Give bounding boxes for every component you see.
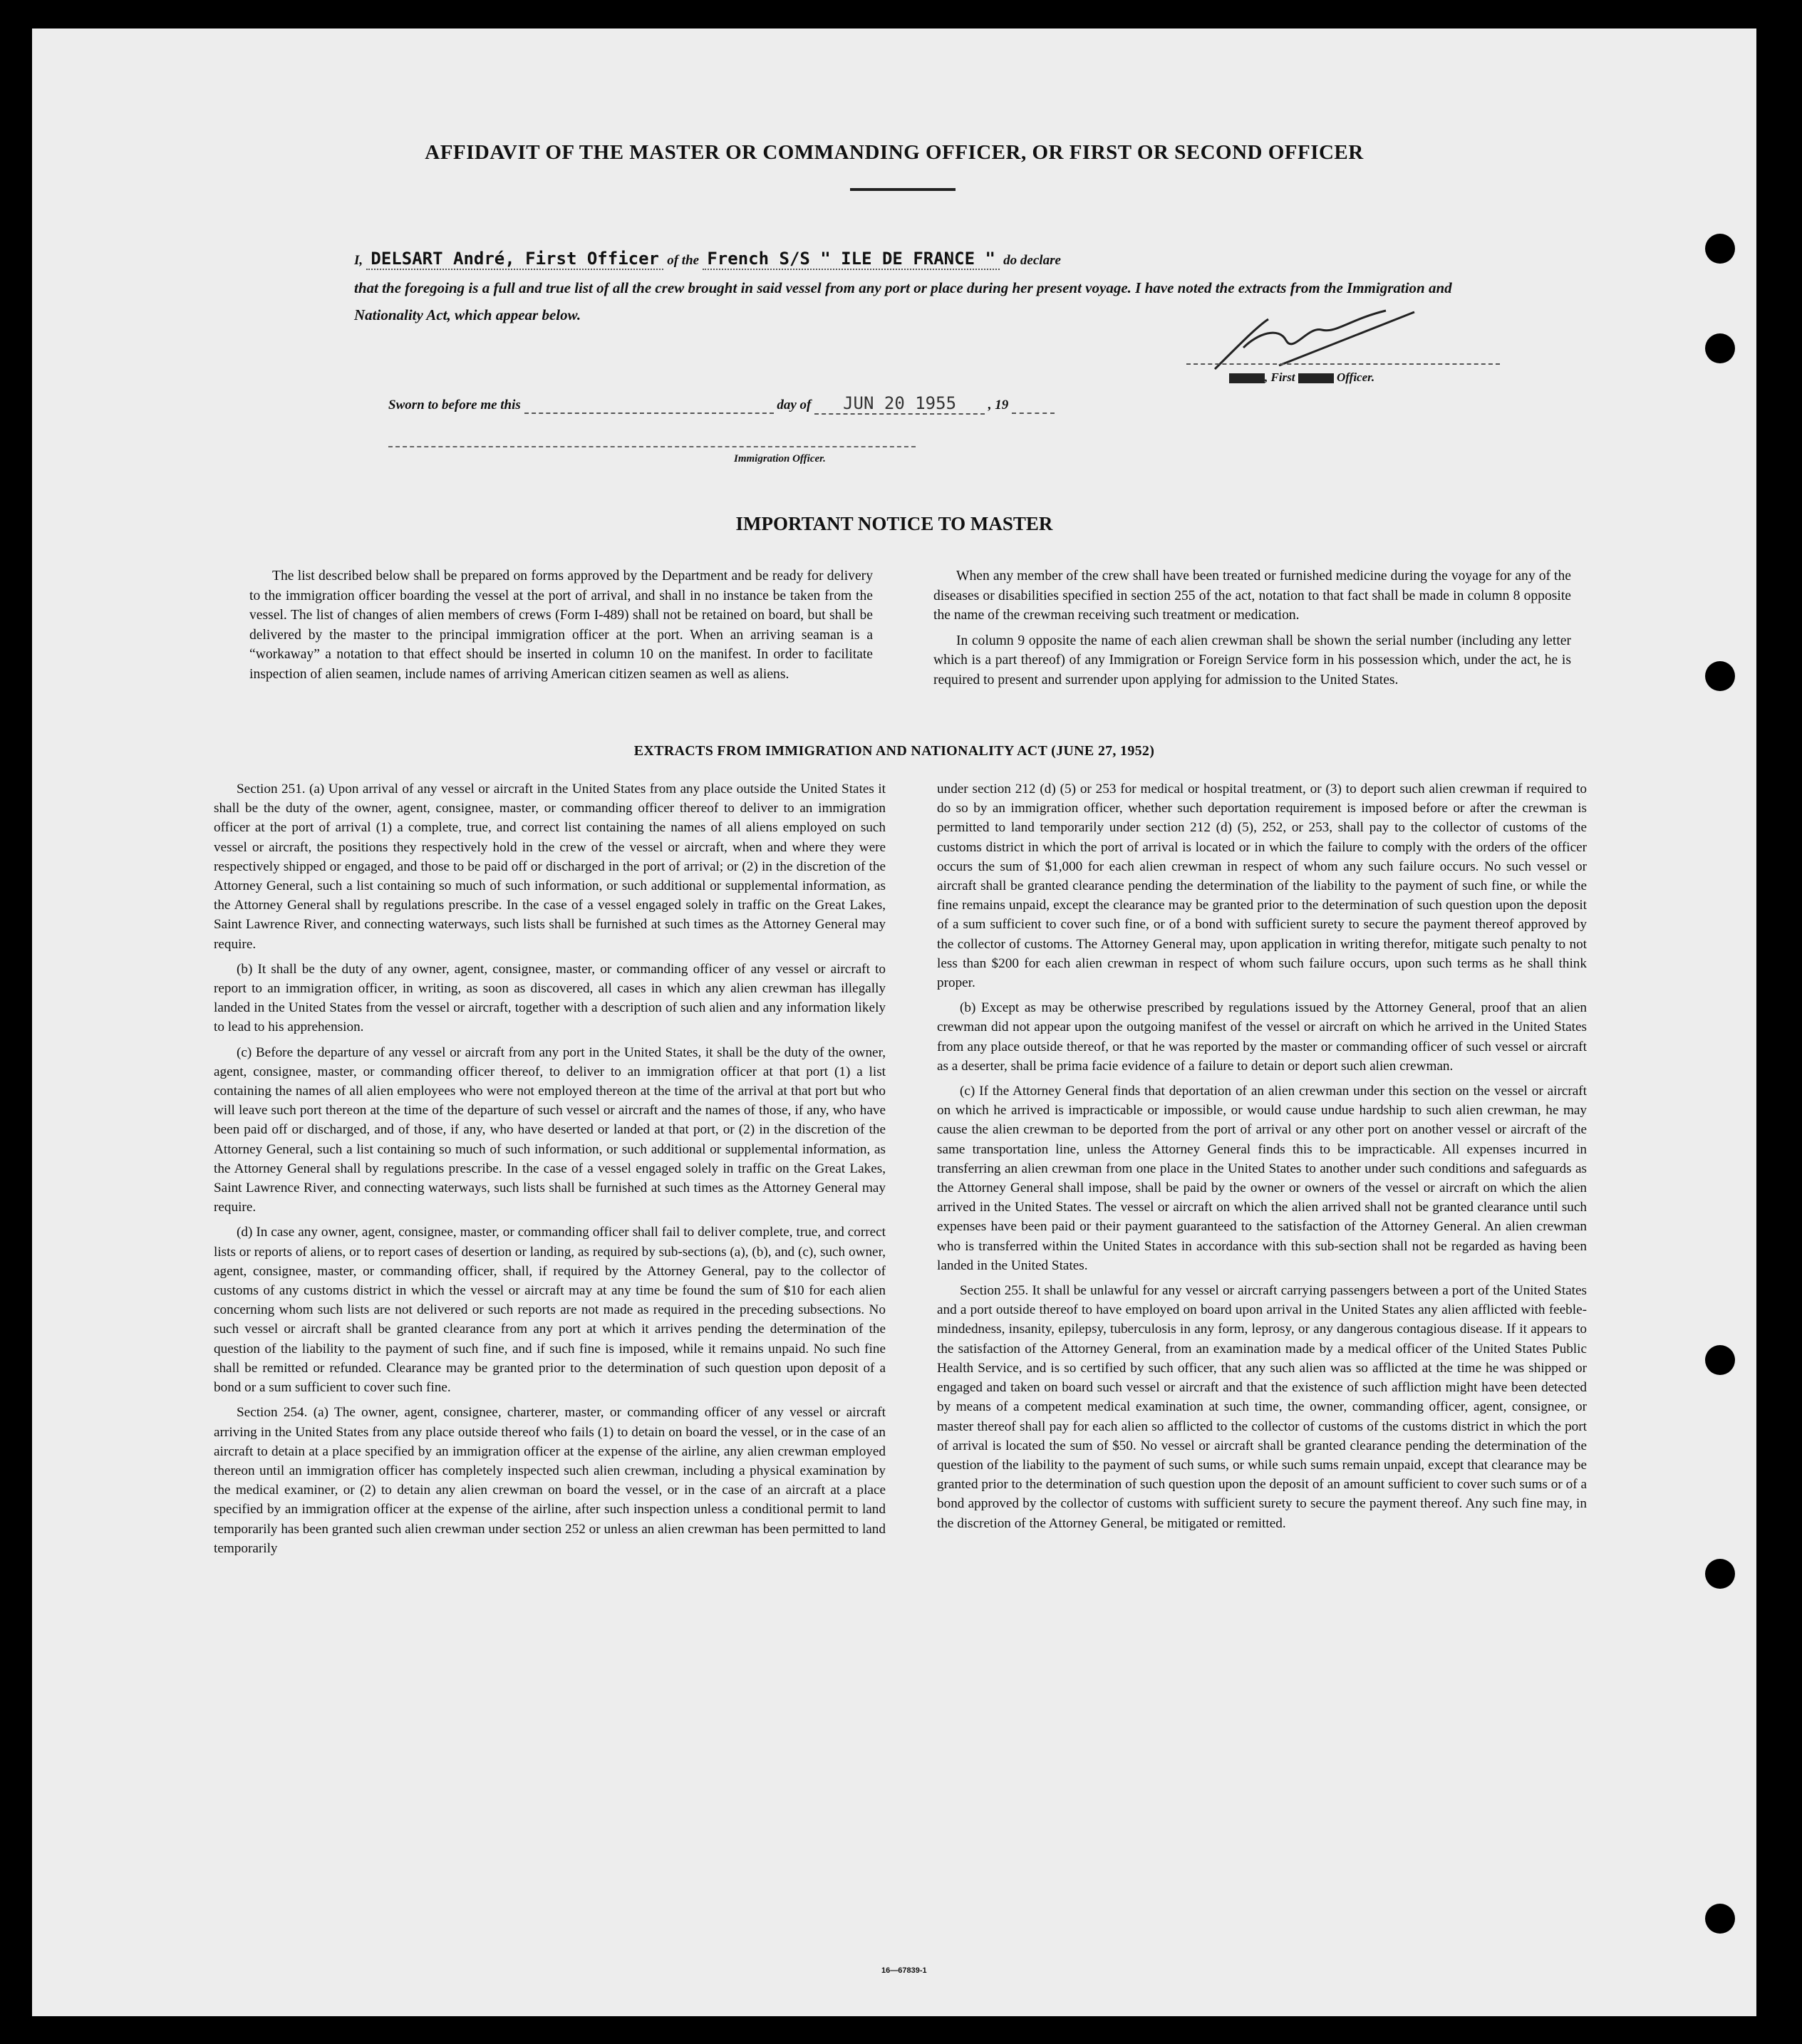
extracts-right-column [937, 779, 1587, 1539]
extract-section-251a: Section 251. (a) Upon arrival of any vessel or aircraft in the United States from any place outside the United States it shall be the duty of the owner, agent, consignee, master, or commanding officer thereof to deliver to an immigration officer at the port of arrival (1) a complete, true, and correct list containing the names of all aliens employed on such vessel or aircraft, the positions they respectively hold in the crew of the vessel or aircraft, when and where they were respectively shipped or engaged, and those to be paid off or discharged in the port of arrival; or (2) in the discretion of the Attorney General, such a list containing so much of such information, or such additional or supplemental information, as the Attorney General shall by regulations prescribe. In the case of a vessel engaged solely in traffic on the Great Lakes, Saint Lawrence River, and connecting waterways, such lists shall be furnished at such times as the Attorney General may require. [214, 782, 886, 952]
do-declare-label: do declare [1003, 253, 1061, 268]
punch-hole [1705, 661, 1735, 691]
redaction-mark [1229, 373, 1265, 383]
signature-line [1186, 363, 1500, 365]
declaration-line [354, 245, 1501, 274]
notice-left-paragraph: The list described below shall be prepared on forms approved by the Department and be ready for delivery to the immigration officer boarding the vessel at the port of arrival, and shall in no instance be taken from the vessel. The list of changes of alien members of crews (Form I-489) shall not be retained on board, but shall be delivered by the master to the principal immigration officer at the port. When an arriving seaman is a “workaway” a notation to that effect should be inserted in column 10 on the manifest. In order to facilitate inspection of alien seamen, include names of arriving American citizen seamen as well as aliens. [249, 569, 873, 682]
signature-officer-label: Officer. [1337, 370, 1375, 384]
extract-section-251d: (d) In case any owner, agent, consignee, master, or commanding officer shall fail to deliver complete, true, and correct lists or reports of aliens, or to report cases of desertion or landing, as required by sub-sections (a), (b), and (c), such owner, agent, consignee, master, or commanding officer, shall, if required by the Attorney General, pay to the collector of customs of any customs district in which the vessel or aircraft may at any time be found the sum of $10 for each alien concerning whom such lists are not delivered or such reports are not made as required in the preceding subsections. No such vessel or aircraft shall be granted clearance from any port at which it arrives pending the determination of the question of the liability to the payment of such fine, and if such fine is imposed, while it remains unpaid. No such fine shall be remitted or refunded. Clearance may be granted prior to the determination of such question upon deposit of a bond or a sum sufficient to cover such fine. [214, 1225, 886, 1396]
notice-right-paragraph-2: In column 9 opposite the name of each alien crewman shall be shown the serial number (including any letter which is a part thereof) of any Immigration or Foreign Service form in his possession which, under the act, he is required to present and surrender upon applying for admission to the United States. [933, 633, 1571, 688]
extract-section-254c: (c) If the Attorney General finds that deportation of an alien crewman under this section on the vessel or aircraft on which he arrived is impracticable or impossible, or would cause undue hardship to such alien crewman, he may cause the alien crewman to be deported from the port of arrival or any other port on another vessel or aircraft of the same transportation line, unless the Attorney General finds this to be impracticable. All expenses incurred in transferring an alien crewman from one place in the United States to another under such conditions and safeguards as the Attorney General shall impose, shall be paid by the owner or owners of the vessel or aircraft on which the alien arrived in the United States. The vessel or aircraft on which the alien arrived shall not be granted clearance until such expenses have been paid or their payment guaranteed to the satisfaction of the Attorney General. An alien crewman who is transferred within the United States in accordance with this sub-section shall not be regarded as having been landed in the United States. [937, 1084, 1587, 1273]
notice-right-column [933, 566, 1571, 695]
immigration-officer-line [388, 446, 916, 447]
punch-hole [1705, 333, 1735, 363]
extracts-left-column [214, 779, 886, 1564]
sworn-day-blank [524, 403, 774, 414]
extracts-title: EXTRACTS FROM IMMIGRATION AND NATIONALITY ACT (JUNE 27, 1952) [633, 743, 1155, 759]
bleed-through-shadow [1564, 363, 1573, 381]
title-underline [850, 188, 956, 191]
notice-title: IMPORTANT NOTICE TO MASTER [735, 513, 1053, 534]
declaration-prefix: I, [354, 253, 363, 268]
day-of-label: day of [777, 398, 812, 413]
extract-section-251b: (b) It shall be the duty of any owner, agent, consignee, master, or commanding officer of any vessel or aircraft to report to an immigration officer, in writing, as soon as discovered, all cases in which any alien crewman has illegally landed in the United States from the vessel or aircraft, together with a description of such alien and any information likely to lead to his apprehension. [214, 961, 886, 1035]
year-prefix: , 19 [988, 398, 1009, 413]
officer-name-field: DELSART André, First Officer [366, 249, 663, 270]
punch-hole [1705, 234, 1735, 264]
extract-section-251c: (c) Before the departure of any vessel or aircraft from any port in the United States, it shall be the duty of the owner, agent, consignee, master, or commanding officer thereof, to deliver to an immigration officer at that port (1) a list containing the names of all alien employees who were not employed thereon at the time of the arrival at that port but who will leave such port thereon at the time of the departure of such vessel or aircraft and the names of those, if any, who have been paid off or discharged, and of those, if any, who have deserted or landed at that port, or (2) in the discretion of the Attorney General, such a list containing so much of such information, or such additional or supplemental information, as the Attorney General shall by regulations prescribe. In the case of a vessel engaged solely in traffic on the Great Lakes, Saint Lawrence River, and connecting waterways, such lists shall be furnished at such times as the Attorney General may require. [214, 1044, 886, 1215]
redaction-mark [1298, 373, 1334, 383]
form-code: 16—67839-1 [881, 1966, 927, 1975]
extract-section-254a-continued: under section 212 (d) (5) or 253 for medical or hospital treatment, or (3) to deport such alien crewman if required to do so by an immigration officer, whether such deportation requirement is imposed before or after the crewman is permitted to land temporarily under section 212 (d) (5), 252, or 253, shall pay to the collector of customs of the customs district in which the port of arrival is located or in which the failure to comply with the orders of the officer occurs the sum of $1,000 for each alien crewman in respect of whom any such failure occurs. No such vessel or aircraft shall be granted clearance pending the determination of the liability to the payment of such fine, or while the fine remains unpaid, except the clearance may be granted prior to the determination of such question upon the deposit of a sum sufficient to cover such fine, or of a bond with sufficient surety to secure the payment thereof approved by the collector of customs. The Attorney General may, upon application in writing therefor, mitigate such penalty to not less than $200 for each alien crewman in respect of whom such failure occurs, upon such terms as he shall think proper. [937, 782, 1587, 991]
document-page [32, 28, 1756, 2016]
extract-section-254a: Section 254. (a) The owner, agent, consignee, charterer, master, or commanding officer of any vessel or aircraft arriving in the United States from any place outside thereof who fails (1) to detain on board the vessel, or in the case of an aircraft to detain at a place specified by an immigration officer at the expense of the airline, any alien crewman employed thereon until an immigration officer has completely inspected such alien crewman, including a physical examination by the medical examiner, or (2) to detain any alien crewman on board the vessel, or in the case of an aircraft at a place specified by an immigration officer at the expense of the airline, after such inspection unless a conditional permit to land temporarily has been granted such alien crewman under section 252 or unless an alien crewman has been permitted to land temporarily [214, 1405, 886, 1556]
notice-left-column [249, 566, 873, 690]
punch-hole [1705, 1345, 1735, 1375]
extract-section-255: Section 255. It shall be unlawful for any vessel or aircraft carrying passengers between a port of the United States and a port outside thereof to have employed on board upon arrival in the United States any alien afflicted with feeble-mindedness, insanity, epilepsy, tuberculosis in any form, leprosy, or any dangerous contagious disease. If it appears to the satisfaction of the Attorney General, from an examination made by a medical officer of the United States Public Health Service, and is so certified by such officer, that any such alien was so afflicted at the time he was shipped or engaged and taken on board such vessel or aircraft and that the existence of such affliction might have been detected by means of a competent medical examination at such time, the owner, commanding officer, agent, consignee, or master thereof shall pay for each alien so afflicted to the collector of customs of the customs district in which the port of arrival is located the sum of $50. No vessel or aircraft shall be granted clearance pending the determination of the question of the liability to the payment of such sums, or while such sums remain unpaid, except that clearance may be granted prior to the determination of such question upon the deposit of an amount sufficient to cover such sums or of a bond approved by the collector of customs with sufficient surety to secure the payment thereof. Any such fine may, in the discretion of the Attorney General, be mitigated or remitted. [937, 1283, 1587, 1531]
date-stamp: JUN 20 1955 [814, 393, 985, 415]
sworn-line [388, 393, 1243, 414]
sworn-prefix: Sworn to before me this [388, 398, 521, 413]
immigration-officer-caption: Immigration Officer. [734, 453, 826, 465]
signature-first-label: , First [1265, 370, 1295, 384]
notice-right-paragraph-1: When any member of the crew shall have been treated or furnished medicine during the voyage for any of the diseases or disabilities specified in section 255 of the act, notation to that fact shall be made in column 8 opposite the name of the crewman receiving such treatment or medication. [933, 569, 1571, 623]
signature-caption [1229, 370, 1374, 385]
vessel-name-field: French S/S " ILE DE FRANCE " [703, 249, 1000, 270]
declaration-body: that the foregoing is a full and true list of all the crew brought in said vessel from any port or place during her present voyage. I have noted the extracts from the Immigration and Nationality Act, which appear below. [354, 279, 1452, 323]
affidavit-title: AFFIDAVIT OF THE MASTER OR COMMANDING OFFICER, OR FIRST OR SECOND OFFICER [425, 141, 1364, 164]
punch-hole [1705, 1904, 1735, 1934]
of-the-label: of the [667, 253, 700, 268]
punch-hole [1705, 1559, 1735, 1589]
extract-section-254b: (b) Except as may be otherwise prescribed by regulations issued by the Attorney General, proof that an alien crewman did not appear upon the outgoing manifest of the vessel or aircraft on which he arrived in the United States from any place outside thereof, or that he was reported by the master or commanding officer of such vessel or aircraft as a deserter, shall be prima facie evidence of a failure to detain or deport such alien crewman. [937, 1000, 1587, 1074]
year-blank [1012, 403, 1055, 414]
